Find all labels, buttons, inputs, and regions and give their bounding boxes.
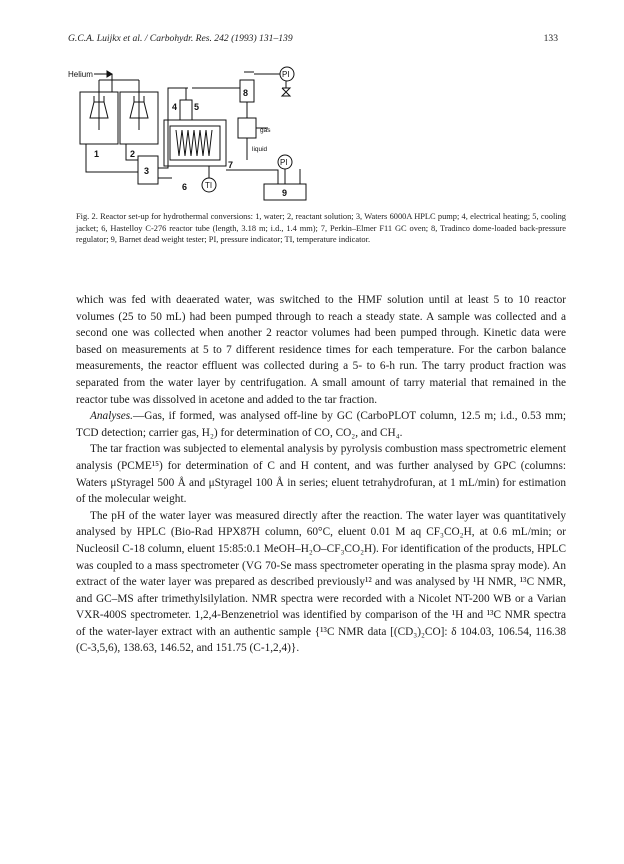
analyses-runin-heading: Analyses. bbox=[90, 410, 133, 423]
label-gas: gas bbox=[260, 127, 271, 134]
label-helium: Helium bbox=[68, 70, 93, 79]
label-7: 7 bbox=[228, 160, 234, 170]
helium-arrow-head bbox=[107, 71, 112, 77]
label-3: 3 bbox=[144, 166, 150, 176]
paragraph-tar-fraction: The tar fraction was subjected to elemental analysis by pyrolysis combustion mass spectrometric element analysis (PCME¹⁵) for determination of C and H content, and was further analysed by GPC (columns: Waters μStyragel 500 Å and μStyragel 100 Å in series; eluent tetrahydrofuran, at 1 mL/min) for estimation of the molecular weight. bbox=[76, 443, 566, 506]
label-pi-top: PI bbox=[282, 70, 290, 79]
running-head: G.C.A. Luijkx et al. / Carbohydr. Res. 242 (1993) 131–139 bbox=[68, 33, 293, 44]
reactor-setup-diagram bbox=[68, 60, 318, 208]
body-text bbox=[76, 292, 566, 657]
paragraph-analyses bbox=[76, 408, 566, 441]
figure-caption-label: Fig. 2. bbox=[76, 212, 98, 221]
label-pi-mid: PI bbox=[280, 158, 288, 167]
reactor-coil-6 bbox=[176, 130, 212, 156]
figure-caption-text: Reactor set-up for hydrothermal conversions: 1, water; 2, reactant solution; 3, Waters 6000A HPLC pump; 4, electrical heating; 5, cooling jacket; 6, Hastelloy C-276 reactor tube (length, 3.18 m; i.d., 1.4 mm); 7, Perkin–Elmer F11 GC oven; 8, Tradinco dome-loaded back-pressure regulator; 9, Barnet dead weight tester; PI, pressure indicator; TI, temperature indicator. bbox=[76, 212, 566, 245]
page-number: 133 bbox=[543, 33, 558, 44]
label-6: 6 bbox=[182, 182, 188, 192]
reactor-setup-figure bbox=[68, 60, 318, 208]
paragraph-1: which was fed with deaerated water, was switched to the HMF solution until at least 5 to 10 reactor volumes (25 to 50 mL) had been pumped through to reach a steady state. A sample was collected and a second one was collected when another 2 reactor volumes had been pumped through. Kinetic data were based on measurements at 5 to 7 different residence times for each temperature. For the carbon balance measurements, the reactor effluent was collected during a 5- to 6-h run. The tarry product fraction was separated from the water layer by centrifugation. A small amount of tarry material that remained in the reactor tube was dissolved in acetone and added to the tar fraction. bbox=[76, 294, 566, 406]
label-ti: TI bbox=[205, 181, 213, 190]
cooling-jacket-5 bbox=[180, 100, 192, 120]
figure-caption bbox=[76, 211, 566, 246]
label-5: 5 bbox=[194, 102, 200, 112]
label-liquid: liquid bbox=[252, 146, 268, 153]
label-2: 2 bbox=[130, 149, 136, 159]
label-1: 1 bbox=[94, 149, 100, 159]
label-8: 8 bbox=[243, 88, 249, 98]
label-4: 4 bbox=[172, 102, 178, 112]
label-9: 9 bbox=[282, 188, 288, 198]
paragraph-ph-water-layer: The pH of the water layer was measured directly after the reaction. The water layer was quantitatively analysed by HPLC (Bio-Rad HPX87H column, 60°C, eluent 0.01 M aq CF₃CO₂H, at 0.6 mL/min; or Nucleosil C-18 column, eluent 15:85:0.1 MeOH–H₂O–CF₃CO₂H). For identification of the products, HPLC was coupled to a mass spectrometer (VG 70-Se mass spectrometer operating in the plasma spray mode). An extract of the water layer was prepared as described previously¹² and was analysed by ¹H NMR, ¹³C NMR, and GC–MS after trimethylsilylation. NMR spectra were recorded with a Nicolet NT-200 WB or a Varian VXR-400S spectrometer. 1,2,4-Benzenetriol was identified by comparison of the ¹H and ¹³C NMR spectra of the water-layer extract with an authentic sample {¹³C NMR data [(CD₃)₂CO]: δ 104.03, 106.54, 116.38 (C-3,5,6), 138.63, 146.52, and 151.75 (C-1,2,4)}. bbox=[76, 509, 566, 655]
analyses-text: —Gas, if formed, was analysed off-line by GC (CarboPLOT column, 12.5 m; i.d., 0.53 mm; TCD detection; carrier gas, H₂) for determination of CO, CO₂, and CH₄. bbox=[76, 410, 566, 439]
separator-box bbox=[238, 118, 256, 138]
